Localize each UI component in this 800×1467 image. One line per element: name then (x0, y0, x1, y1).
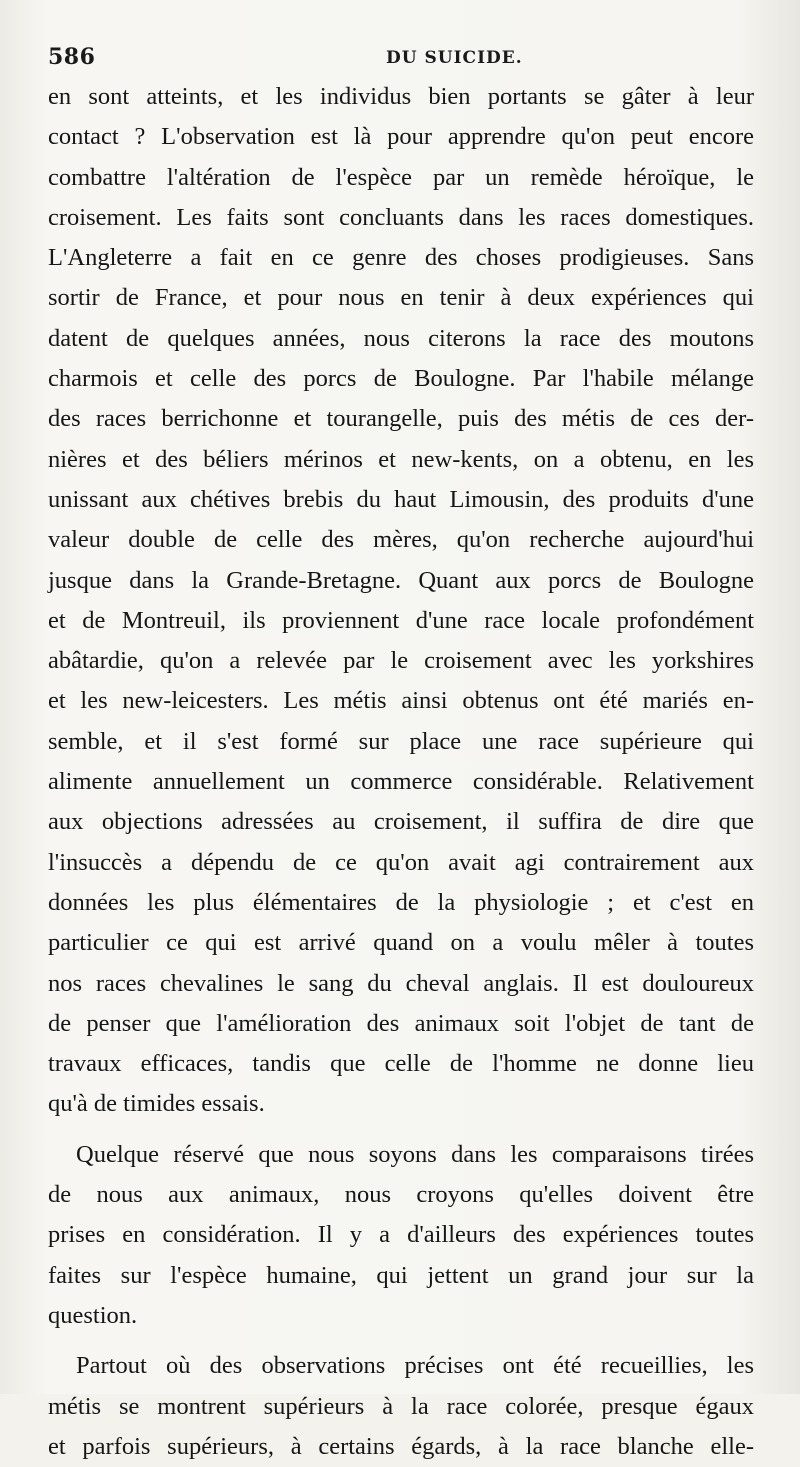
text-line: et de Montreuil, ils proviennent d'une race locale profondément (48, 606, 754, 634)
text-line: travaux efficaces, tandis que celle de l'homme ne donne lieu (48, 1050, 754, 1078)
text-line: sortir de France, et pour nous en tenir à deux expériences qui (48, 284, 754, 312)
text-line: l'insuccès a dépendu de ce qu'on avait agi contrairement aux (48, 848, 754, 876)
paragraph (48, 1135, 754, 1336)
text-line: et parfois supérieurs, à certains égards, à la race blanche elle- (48, 1432, 754, 1460)
text-line: prises en considération. Il y a d'ailleurs des expériences toutes (48, 1221, 754, 1249)
text-line: des races berrichonne et tourangelle, puis des métis de ces der- (48, 405, 754, 433)
text-line: qu'à de timides essais. (48, 1090, 265, 1118)
text-line: et les new-leicesters. Les métis ainsi obtenus ont été mariés en- (48, 687, 754, 715)
text-line: alimente annuellement un commerce considérable. Relativement (48, 768, 754, 796)
text-line: contact ? L'observation est là pour apprendre qu'on peut encore (48, 123, 754, 151)
text-line: données les plus élémentaires de la physiologie ; et c'est en (48, 888, 754, 916)
text-line: en sont atteints, et les individus bien portants se gâter à leur (48, 83, 754, 110)
paragraph (48, 77, 754, 1125)
text-line: nos races chevalines le sang du cheval anglais. Il est douloureux (48, 969, 754, 997)
text-line: unissant aux chétives brebis du haut Limousin, des produits d'une (48, 485, 754, 513)
text-line: de nous aux animaux, nous croyons qu'elles doivent être (48, 1181, 754, 1209)
text-line: particulier ce qui est arrivé quand on a voulu mêler à toutes (48, 929, 754, 957)
text-line: semble, et il s'est formé sur place une race supérieure qui (48, 727, 754, 755)
text-line: nières et des béliers mérinos et new-kents, on a obtenu, en les (48, 445, 754, 473)
text-line: abâtardie, qu'on a relevée par le croisement avec les yorkshires (48, 647, 754, 675)
text-line: aux objections adressées au croisement, il suffira de dire que (48, 808, 754, 836)
running-title: DU SUICIDE. (386, 48, 523, 68)
body-text (48, 77, 754, 1467)
paragraph (48, 1346, 754, 1467)
page-number: 586 (48, 44, 96, 70)
text-line: datent de quelques années, nous citerons la race des moutons (48, 324, 754, 352)
paragraph-spacer (48, 1125, 754, 1135)
text-line: Partout où des observations précises ont été recueillies, les (76, 1352, 754, 1380)
text-line: Quelque réservé que nous soyons dans les comparaisons tirées (76, 1140, 754, 1168)
text-line: croisement. Les faits sont concluants dans les races domestiques. (48, 203, 754, 231)
text-line: faites sur l'espèce humaine, qui jettent un grand jour sur la (48, 1261, 754, 1289)
text-line: jusque dans la Grande-Bretagne. Quant aux porcs de Boulogne (48, 566, 754, 594)
text-line: de penser que l'amélioration des animaux soit l'objet de tant de (48, 1009, 754, 1037)
paragraph-spacer (48, 1336, 754, 1346)
text-line: L'Angleterre a fait en ce genre des choses prodigieuses. Sans (48, 244, 754, 272)
text-line: question. (48, 1301, 138, 1329)
page-header (48, 44, 754, 80)
text-line: métis se montrent supérieurs à la race colorée, presque égaux (48, 1392, 754, 1420)
text-line: valeur double de celle des mères, qu'on recherche aujourd'hui (48, 526, 754, 554)
text-line: combattre l'altération de l'espèce par un remède héroïque, le (48, 163, 754, 191)
text-line: charmois et celle des porcs de Boulogne. Par l'habile mélange (48, 365, 754, 393)
